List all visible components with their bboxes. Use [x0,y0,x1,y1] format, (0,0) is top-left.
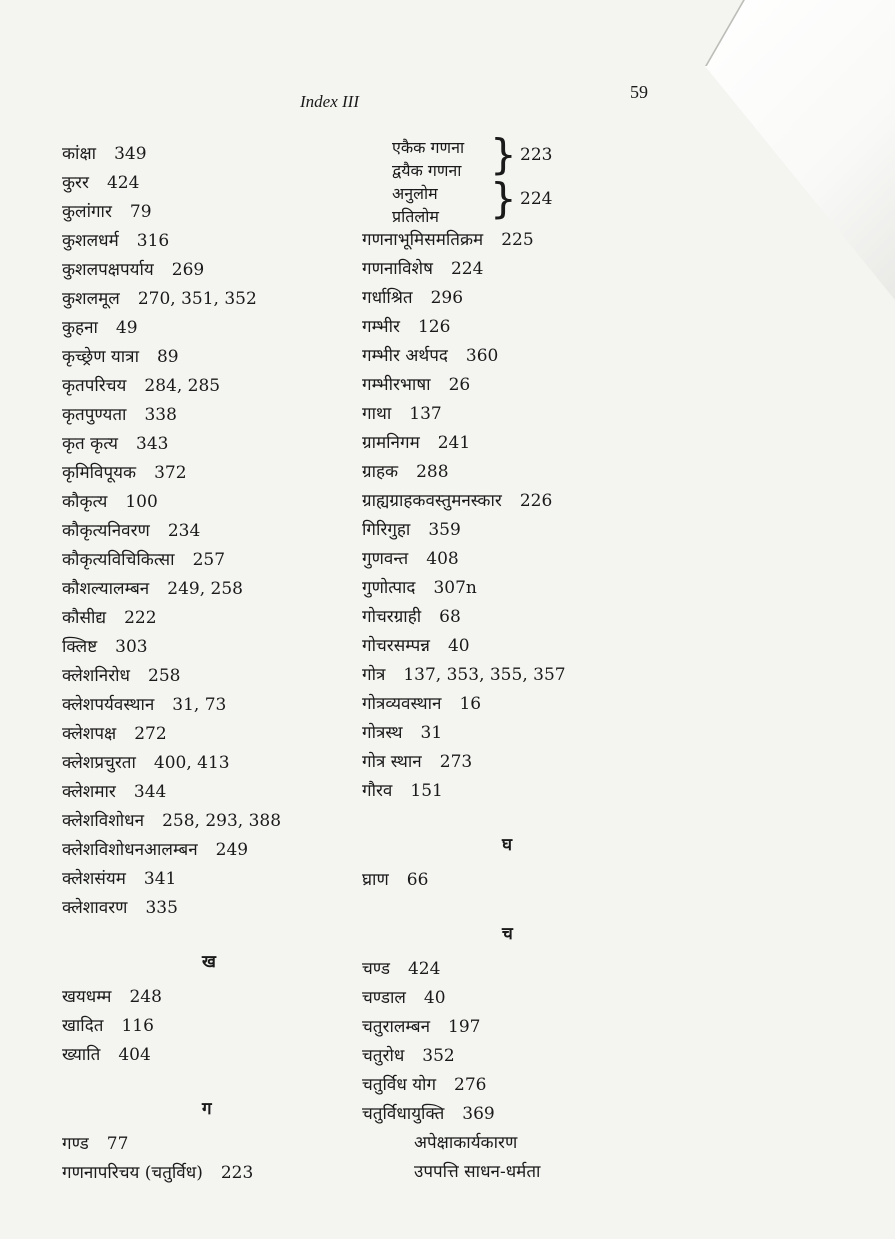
entry-term: गुणवन्त [362,549,409,569]
entry-term: क्लेशविशोधन [62,811,145,831]
index-subentry [362,1129,566,1158]
entry-term: कुशलधर्म [62,231,119,251]
index-entry [362,516,566,545]
index-entry [62,983,281,1012]
brace-item: द्वयैक गणना [392,161,462,180]
index-entry [362,748,566,777]
entry-term: कुलांगार [62,202,112,222]
brace-page-b: 224 [520,189,553,209]
entry-pages: 296 [430,288,464,308]
index-entry [362,1100,566,1129]
index-entry [62,401,281,430]
entry-term: चतुरोध [362,1046,405,1066]
entry-term: क्लिष्ट [62,637,98,657]
index-entry [362,400,566,429]
index-entry [362,574,566,603]
section-letter-heading: ग [202,1099,212,1119]
entry-term: गोचरग्राही [362,607,422,627]
entry-term: चतुर्विध योग [362,1075,437,1095]
entry-term: कांक्षा [62,144,97,164]
index-entry [62,488,281,517]
entry-pages: 234 [167,521,201,541]
entry-pages: 31, 73 [172,695,227,715]
index-entry [362,719,566,748]
entry-term: गोत्र [362,665,386,685]
entry-pages: 66 [406,870,429,890]
entry-term: क्लेशमार [62,782,116,802]
entry-term: गम्भीर [362,317,400,337]
index-entry [62,372,281,401]
entry-term: कौसीद्य [62,608,107,628]
entry-term: कौशल्यालम्बन [62,579,150,599]
entry-pages: 151 [410,781,443,801]
index-entry [62,430,281,459]
entry-term: कुहना [62,318,98,338]
index-entry [362,371,566,400]
entry-term: चण्ड [362,959,390,979]
entry-pages: 349 [114,144,147,164]
entry-pages: 126 [417,317,451,337]
page-title: Index III [300,92,359,111]
brace-glyph: } [490,130,517,179]
index-entry [362,458,566,487]
section-spacer [62,923,281,941]
entry-term: कुशलपक्षपर्याय [62,260,154,280]
index-entry [362,1042,566,1071]
entry-pages: 258, 293, 388 [162,811,282,831]
entry-pages: 284, 285 [144,376,221,396]
entry-pages: 344 [133,782,167,802]
entry-pages: 335 [145,898,178,918]
entry-term: क्लेशविशोधनआलम्बन [62,840,198,860]
entry-term: गुणोत्पाद [362,578,416,598]
entry-term: कृतपरिचय [62,376,127,396]
index-entry [62,343,281,372]
index-entry [362,866,566,895]
section-letter-heading: घ [502,835,513,855]
entry-pages: 137 [409,404,442,424]
entry-term: गाथा [362,404,392,424]
entry-pages: 316 [136,231,170,251]
entry-pages: 307n [433,578,477,598]
index-entry [62,198,281,227]
entry-term: गोत्र स्थान [362,752,422,772]
section-spacer [62,1070,281,1088]
entry-term: चतुरालम्बन [362,1017,431,1037]
entry-pages: 226 [519,491,553,511]
entry-term: गोचरसम्पन्न [362,636,430,656]
entry-pages: 424 [106,173,140,193]
entry-pages: 116 [121,1016,154,1036]
index-entry [62,604,281,633]
entry-pages: 404 [118,1045,151,1065]
entry-pages: 288 [416,462,449,482]
brace-item: प्रतिलोम [392,207,439,226]
page-fold [705,0,895,300]
index-entry [362,545,566,574]
entry-term: क्लेशपक्ष [62,724,117,744]
entry-pages: 272 [134,724,167,744]
entry-pages: 273 [439,752,473,772]
entry-pages: 424 [407,959,441,979]
entry-pages: 258 [148,666,181,686]
entry-term: गोत्रव्यवस्थान [362,694,442,714]
entry-pages: 100 [125,492,158,512]
entry-pages: 197 [448,1017,481,1037]
entry-pages: 225 [501,230,534,250]
entry-term: कौकृत्यविचिकित्सा [62,550,175,570]
entry-pages: 248 [129,987,162,1007]
entry-pages: 269 [171,260,205,280]
entry-pages: 222 [124,608,157,628]
entry-pages: 360 [465,346,499,366]
entry-term: गम्भीर अर्थपद [362,346,448,366]
left-index-column [62,140,281,1188]
index-entry [62,227,281,256]
index-entry [62,1041,281,1070]
entry-pages: 77 [106,1134,129,1154]
index-entry [362,1071,566,1100]
index-entry [362,255,566,284]
section-spacer [362,806,566,824]
entry-pages: 79 [129,202,152,222]
entry-pages: 257 [192,550,226,570]
entry-term: कुरर [62,173,89,193]
entry-term: गौरव [362,781,393,801]
entry-term: क्लेशपर्यवस्थान [62,695,155,715]
entry-pages: 49 [115,318,138,338]
index-entry [62,459,281,488]
entry-term: कृच्छ्रेण यात्रा [62,347,139,367]
entry-pages: 359 [428,520,461,540]
index-entry [362,603,566,632]
entry-pages: 16 [459,694,482,714]
entry-term: कृमिविपूयक [62,463,137,483]
brace-item: अनुलोम [392,184,438,203]
page-number: 59 [630,82,648,102]
index-entry [62,1159,281,1188]
index-entry [362,313,566,342]
index-entry [62,894,281,923]
index-entry [62,691,281,720]
entry-term: चतुर्विधायुक्ति [362,1104,445,1124]
section-spacer [362,895,566,913]
entry-term: अपेक्षाकार्यकारण [414,1133,518,1153]
index-entry [362,1013,566,1042]
index-entry [362,632,566,661]
index-entry [62,865,281,894]
entry-pages: 352 [422,1046,455,1066]
entry-term: गणनाभूमिसमतिक्रम [362,230,484,250]
entry-term: गम्भीरभाषा [362,375,431,395]
index-entry [362,429,566,458]
entry-term: ग्राह्यग्राहकवस्तुमनस्कार [362,491,502,511]
brace-item: एकैक गणना [392,138,465,157]
index-entry [362,777,566,806]
index-entry [362,342,566,371]
index-entry [62,1130,281,1159]
index-entry [62,662,281,691]
index-entry [62,836,281,865]
index-entry [362,955,566,984]
entry-pages: 343 [136,434,169,454]
entry-term: क्लेशनिरोध [62,666,130,686]
index-entry [362,661,566,690]
index-entry [62,314,281,343]
section-letter-heading: ख [202,952,216,972]
entry-term: कृतपुण्यता [62,405,127,425]
entry-pages: 137, 353, 355, 357 [403,665,566,685]
entry-term: गणनाविशेष [362,259,433,279]
index-entry [362,487,566,516]
entry-term: ख्याति [62,1045,101,1065]
entry-term: खयधम्म [62,987,112,1007]
index-entry [362,984,566,1013]
index-entry [62,517,281,546]
index-entry [62,256,281,285]
entry-term: घ्राण [362,870,389,890]
index-entry [62,575,281,604]
entry-pages: 40 [447,636,470,656]
index-entry [62,720,281,749]
entry-pages: 270, 351, 352 [137,289,257,309]
entry-term: गिरिगुहा [362,520,411,540]
entry-term: खादित [62,1016,104,1036]
index-entry [62,169,281,198]
brace-glyph: } [490,174,517,223]
entry-pages: 89 [156,347,179,367]
entry-pages: 338 [144,405,177,425]
index-entry [62,140,281,169]
entry-pages: 223 [220,1163,254,1183]
entry-pages: 31 [420,723,443,743]
entry-term: गोत्रस्थ [362,723,403,743]
entry-pages: 26 [448,375,471,395]
entry-pages: 249, 258 [167,579,243,599]
entry-term: उपपत्ति साधन-धर्मता [414,1162,541,1182]
entry-term: कुशलमूल [62,289,120,309]
entry-term: गर्धाश्रित [362,288,413,308]
entry-term: चण्डाल [362,988,406,1008]
entry-term: कृत कृत्य [62,434,118,454]
entry-term: गण्ड [62,1134,89,1154]
entry-pages: 224 [450,259,484,279]
entry-pages: 249 [215,840,249,860]
index-entry [362,226,566,255]
entry-pages: 372 [154,463,187,483]
index-entry [62,749,281,778]
index-entry [62,807,281,836]
index-entry [62,1012,281,1041]
entry-pages: 341 [143,869,177,889]
index-entry [62,633,281,662]
entry-term: कौकृत्य [62,492,108,512]
entry-pages: 369 [462,1104,495,1124]
index-entry [62,285,281,314]
entry-pages: 68 [439,607,461,627]
entry-term: ग्रामनिगम [362,433,420,453]
entry-term: क्लेशप्रचुरता [62,753,136,773]
index-entry [62,778,281,807]
index-entry [362,284,566,313]
section-letter-heading: च [502,924,513,944]
index-entry [62,546,281,575]
entry-term: क्लेशावरण [62,898,128,918]
brace-page-a: 223 [520,145,553,165]
counting-brace-group [392,136,464,228]
index-subentry [362,1158,566,1187]
entry-pages: 241 [437,433,471,453]
entry-term: गणनापरिचय (चतुर्विध) [62,1163,203,1183]
entry-term: कौकृत्यनिवरण [62,521,150,541]
right-index-column [362,226,566,1187]
entry-term: ग्राहक [362,462,399,482]
entry-pages: 400, 413 [153,753,230,773]
entry-pages: 408 [426,549,459,569]
entry-term: क्लेशसंयम [62,869,126,889]
entry-pages: 303 [115,637,148,657]
entry-pages: 40 [423,988,446,1008]
index-entry [362,690,566,719]
entry-pages: 276 [454,1075,487,1095]
